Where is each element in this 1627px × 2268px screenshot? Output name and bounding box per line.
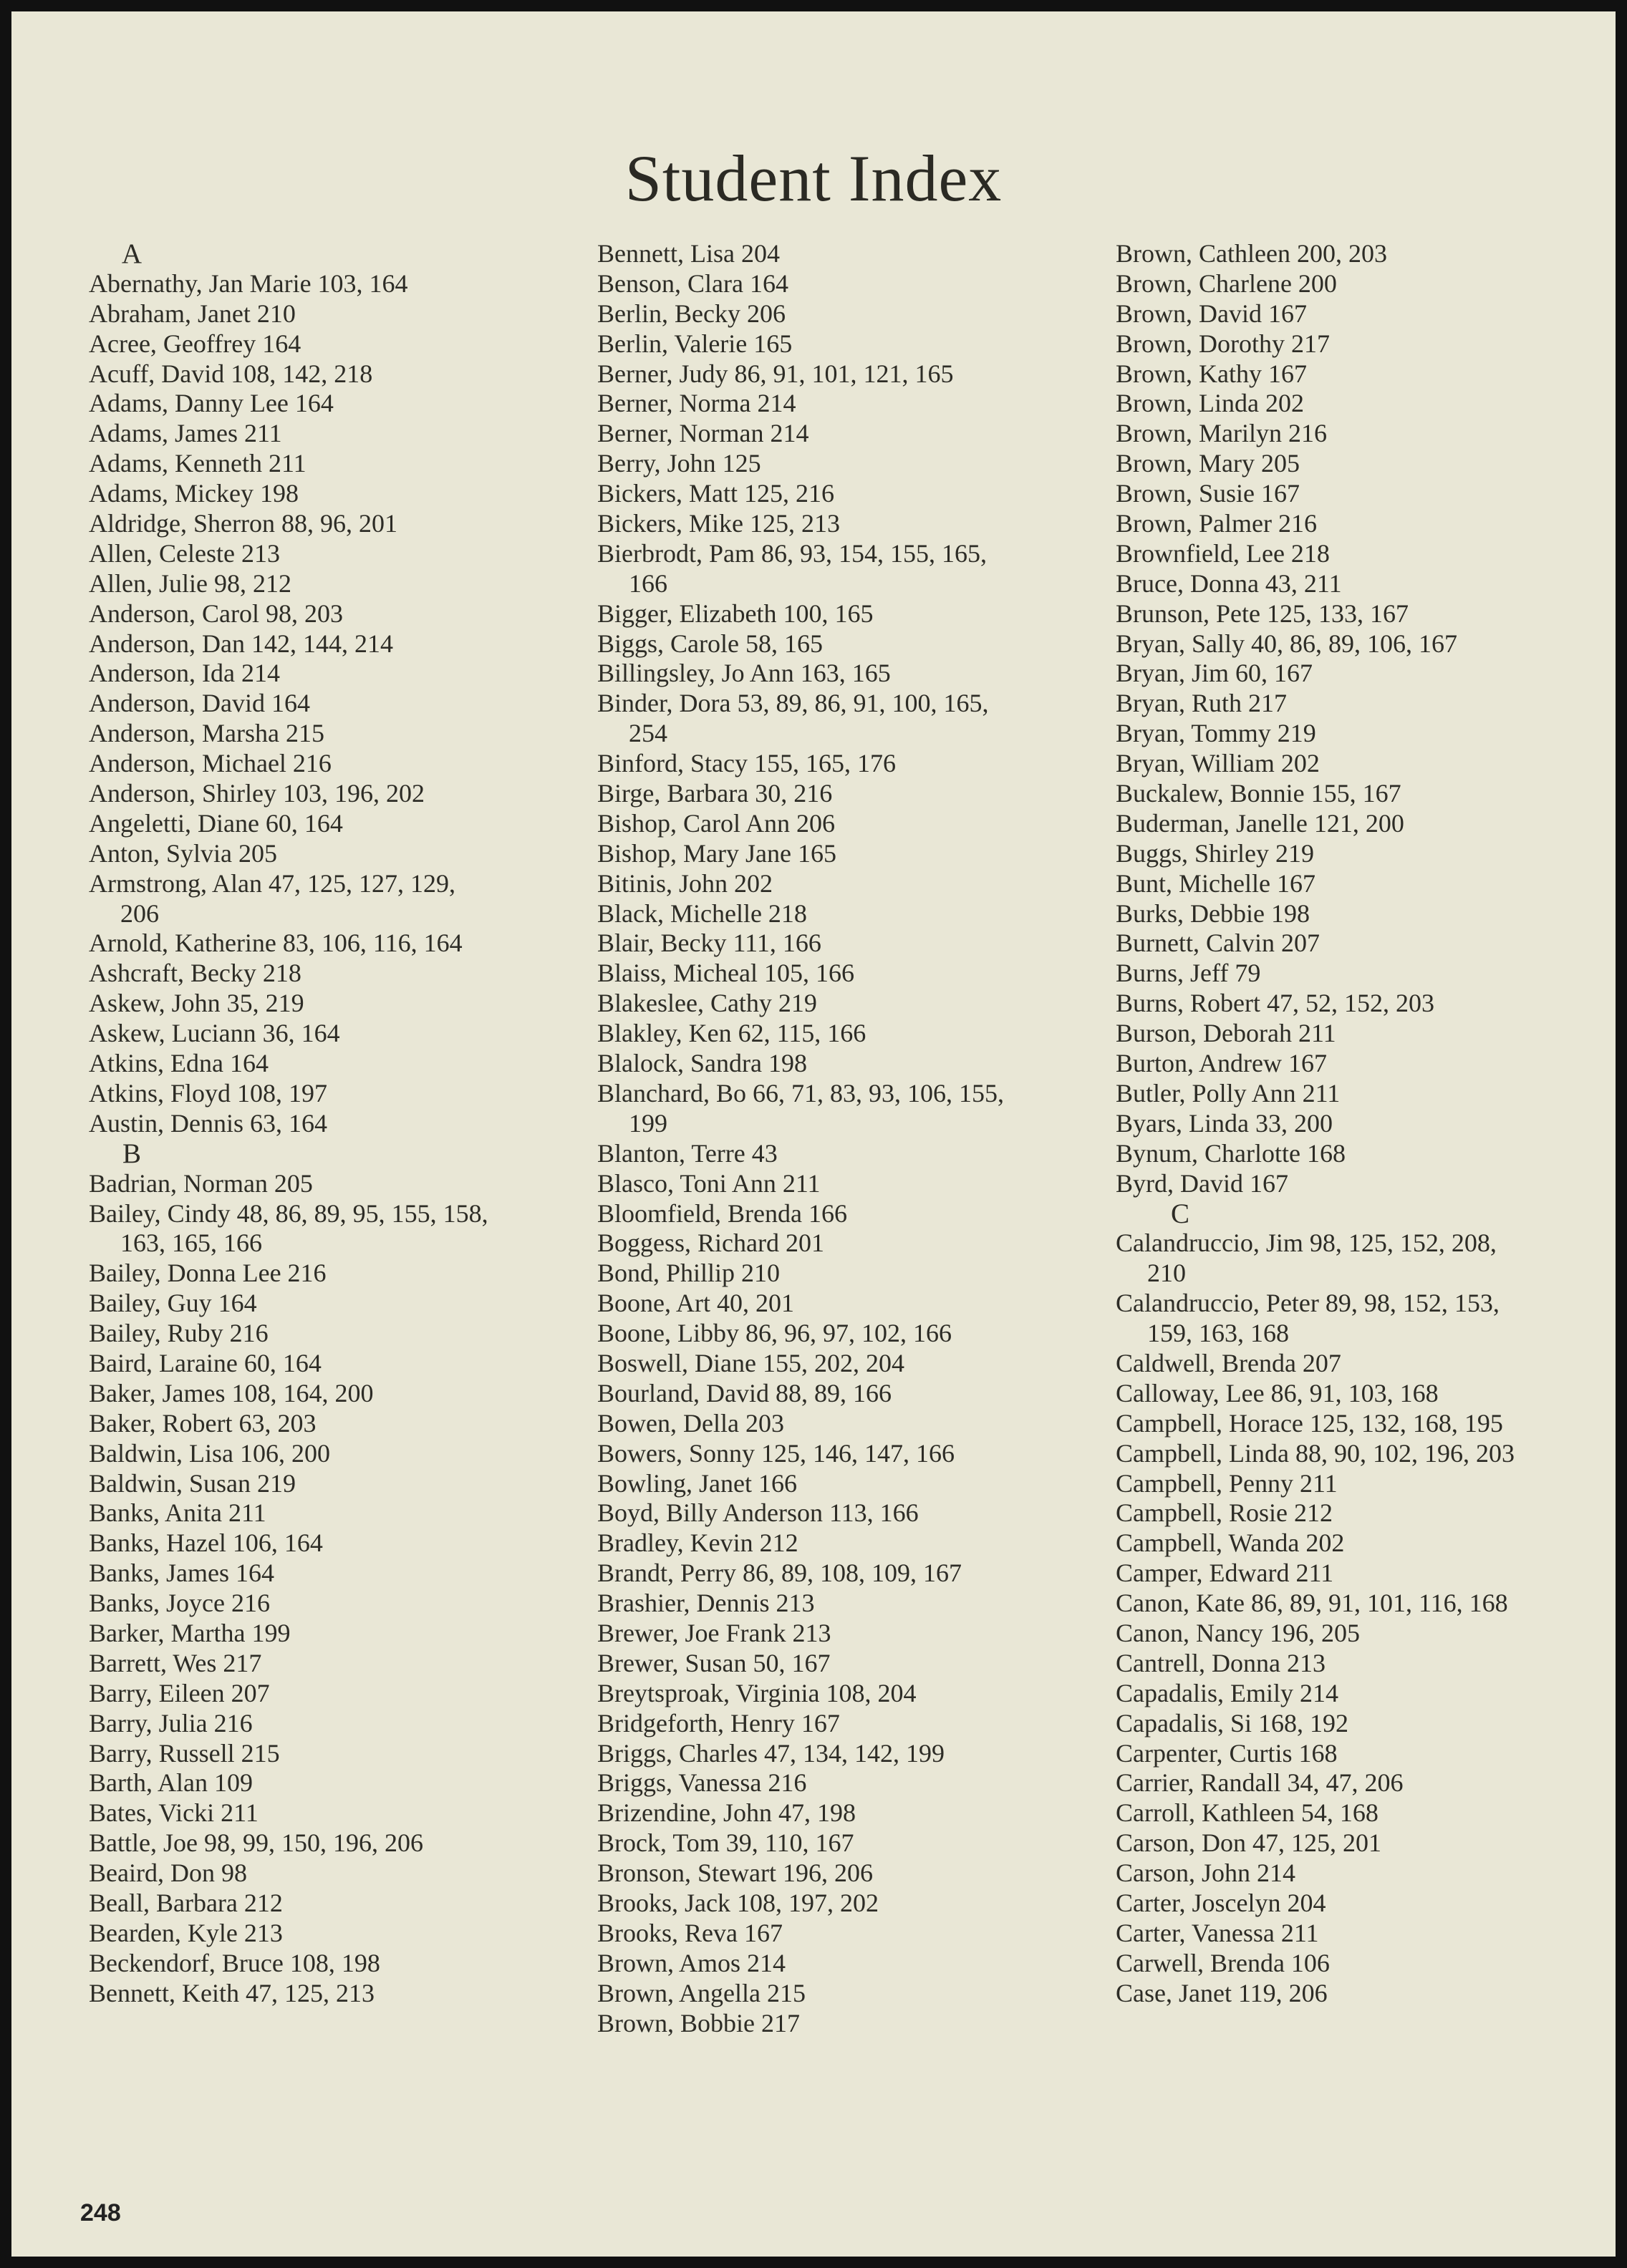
index-entry: Bickers, Mike 125, 213 [597,509,840,538]
index-entry: Brewer, Susan 50, 167 [597,1648,831,1677]
index-entry: Buggs, Shirley 219 [1116,838,1315,868]
index-entry: Barry, Russell 215 [89,1738,280,1768]
index-entry: Barrett, Wes 217 [89,1648,262,1677]
index-entry: Berner, Norma 214 [597,389,796,418]
index-entry: Blalock, Sandra 198 [597,1049,807,1078]
index-entry: Anderson, Carol 98, 203 [89,598,343,628]
index-entry-continuation: 163, 165, 166 [120,1228,262,1258]
index-entry: Anderson, Shirley 103, 196, 202 [89,779,425,808]
index-entry-continuation: 206 [120,898,159,928]
index-entry: Camper, Edward 211 [1116,1559,1334,1588]
index-entry: Brown, Angella 215 [597,1978,806,2007]
index-entry: Adams, Danny Lee 164 [89,389,334,418]
index-entry: Anderson, Dan 142, 144, 214 [89,629,393,658]
index-entry: Campbell, Linda 88, 90, 102, 196, 203 [1116,1438,1515,1468]
index-entry: Billingsley, Jo Ann 163, 165 [597,659,891,688]
index-entry: Capadalis, Emily 214 [1116,1678,1338,1707]
index-entry: Brunson, Pete 125, 133, 167 [1116,598,1409,628]
index-entry: Bryan, William 202 [1116,749,1320,778]
index-entry: Abernathy, Jan Marie 103, 164 [89,268,408,298]
index-entry: Carson, John 214 [1116,1858,1295,1888]
index-entry: Biggs, Carole 58, 165 [597,629,823,658]
index-entry: Bailey, Donna Lee 216 [89,1259,327,1288]
index-entry: Case, Janet 119, 206 [1116,1978,1328,2007]
index-entry: Atkins, Edna 164 [89,1049,269,1078]
index-entry: Campbell, Horace 125, 132, 168, 195 [1116,1408,1503,1438]
index-entry: Brashier, Dennis 213 [597,1589,815,1618]
index-entry: Bigger, Elizabeth 100, 165 [597,598,874,628]
index-entry: Brooks, Reva 167 [597,1918,783,1947]
index-entry: Bunt, Michelle 167 [1116,868,1315,898]
index-entry: Bridgeforth, Henry 167 [597,1708,840,1738]
index-entry: Butler, Polly Ann 211 [1116,1078,1341,1108]
index-entry: Briggs, Vanessa 216 [597,1768,807,1798]
index-entry: Burson, Deborah 211 [1116,1019,1336,1048]
index-entry: Brown, David 167 [1116,299,1307,328]
index-entry: Adams, James 211 [89,419,282,448]
index-entry: Bailey, Ruby 216 [89,1319,269,1348]
index-entry: Brown, Dorothy 217 [1116,329,1330,358]
index-entry: Brown, Kathy 167 [1116,359,1307,388]
index-entry: Brownfield, Lee 218 [1116,538,1330,568]
index-entry: Allen, Celeste 213 [89,538,280,568]
index-entry: Allen, Julie 98, 212 [89,568,291,598]
index-entry: Banks, Hazel 106, 164 [89,1528,323,1558]
page-title: Student Index [624,142,1003,215]
index-entry: Bradley, Kevin 212 [597,1528,798,1558]
index-entry: Brown, Linda 202 [1116,389,1304,418]
index-entry: Acree, Geoffrey 164 [89,329,301,358]
index-column-1 [89,239,590,2009]
index-entry: Brown, Marilyn 216 [1116,419,1327,448]
index-entry: Aldridge, Sherron 88, 96, 201 [89,509,397,538]
index-entry: Beall, Barbara 212 [89,1888,283,1917]
index-entry: Carson, Don 47, 125, 201 [1116,1828,1381,1858]
index-entry: Baldwin, Susan 219 [89,1468,296,1498]
index-entry: Bickers, Matt 125, 216 [597,479,834,508]
index-entry: Acuff, David 108, 142, 218 [89,359,373,388]
index-entry: Blanchard, Bo 66, 71, 83, 93, 106, 155, [597,1078,1004,1108]
index-entry: Anderson, Ida 214 [89,659,280,688]
index-entry: Brown, Amos 214 [597,1948,786,1977]
index-entry: Arnold, Katherine 83, 106, 116, 164 [89,929,463,958]
index-entry: Askew, Luciann 36, 164 [89,1019,340,1048]
index-entry: Calandruccio, Peter 89, 98, 152, 153, [1116,1289,1500,1318]
index-entry: Blair, Becky 111, 166 [597,929,821,958]
index-entry: Bierbrodt, Pam 86, 93, 154, 155, 165, [597,538,987,568]
index-entry: Carwell, Brenda 106 [1116,1948,1330,1977]
index-entry: Bailey, Guy 164 [89,1289,257,1318]
index-entry: Cantrell, Donna 213 [1116,1648,1326,1677]
section-letter-heading: B [122,1138,141,1169]
index-entry: Banks, Joyce 216 [89,1589,270,1618]
index-entry: Anderson, Michael 216 [89,749,332,778]
index-column-2 [597,239,1113,2038]
index-entry-continuation: 199 [629,1108,667,1138]
index-entry: Binder, Dora 53, 89, 86, 91, 100, 165, [597,689,989,718]
index-entry: Burnett, Calvin 207 [1116,929,1320,958]
index-entry: Banks, Anita 211 [89,1498,266,1528]
index-entry: Bennett, Lisa 204 [597,239,780,268]
index-page [11,11,1616,2257]
section-letter-heading: C [1170,1198,1189,1229]
index-entry: Brewer, Joe Frank 213 [597,1618,831,1647]
index-entry: Baker, James 108, 164, 200 [89,1378,374,1407]
index-entry: Carter, Vanessa 211 [1116,1918,1319,1947]
index-entry-continuation: 254 [629,719,667,748]
index-entry: Buderman, Janelle 121, 200 [1116,808,1404,838]
index-entry: Angeletti, Diane 60, 164 [89,808,343,838]
index-entry: Baker, Robert 63, 203 [89,1408,317,1438]
index-entry: Campbell, Penny 211 [1116,1468,1338,1498]
index-entry: Beckendorf, Bruce 108, 198 [89,1948,380,1977]
index-entry: Bishop, Carol Ann 206 [597,808,836,838]
index-entry: Battle, Joe 98, 99, 150, 196, 206 [89,1828,423,1858]
index-entry: Barry, Julia 216 [89,1708,253,1738]
index-entry: Askew, John 35, 219 [89,989,304,1018]
index-entry: Calloway, Lee 86, 91, 103, 168 [1116,1378,1439,1407]
index-entry: Black, Michelle 218 [597,898,807,928]
index-entry: Benson, Clara 164 [597,268,788,298]
index-entry: Bearden, Kyle 213 [89,1918,283,1947]
index-entry: Badrian, Norman 205 [89,1168,313,1198]
index-entry: Byrd, David 167 [1116,1168,1288,1198]
index-entry: Brown, Bobbie 217 [597,2008,800,2037]
index-entry: Bennett, Keith 47, 125, 213 [89,1978,375,2007]
index-entry: Austin, Dennis 63, 164 [89,1108,327,1138]
index-entry: Anderson, Marsha 215 [89,719,324,748]
index-entry: Brizendine, John 47, 198 [597,1798,856,1828]
index-entry: Bowen, Della 203 [597,1408,784,1438]
index-entry: Bryan, Tommy 219 [1116,719,1316,748]
index-entry: Bruce, Donna 43, 211 [1116,568,1342,598]
index-entry: Calandruccio, Jim 98, 125, 152, 208, [1116,1228,1497,1258]
index-entry: Bowling, Janet 166 [597,1468,797,1498]
index-entry: Berner, Judy 86, 91, 101, 121, 165 [597,359,954,388]
index-entry: Carrier, Randall 34, 47, 206 [1116,1768,1404,1798]
index-entry: Bishop, Mary Jane 165 [597,838,836,868]
index-entry: Buckalew, Bonnie 155, 167 [1116,779,1401,808]
index-entry: Boggess, Richard 201 [597,1228,824,1258]
index-entry: Bloomfield, Brenda 166 [597,1198,847,1228]
index-entry: Baird, Laraine 60, 164 [89,1348,322,1377]
index-entry: Anton, Sylvia 205 [89,838,278,868]
index-entry: Briggs, Charles 47, 134, 142, 199 [597,1738,945,1768]
index-entry: Carpenter, Curtis 168 [1116,1738,1338,1768]
index-entry-continuation: 166 [629,568,667,598]
index-entry: Blaiss, Micheal 105, 166 [597,959,854,988]
index-entry: Barker, Martha 199 [89,1618,291,1647]
index-entry: Canon, Kate 86, 89, 91, 101, 116, 168 [1116,1589,1508,1618]
index-entry: Carter, Joscelyn 204 [1116,1888,1326,1917]
index-entry: Atkins, Floyd 108, 197 [89,1078,328,1108]
index-entry: Berlin, Valerie 165 [597,329,793,358]
index-entry: Birge, Barbara 30, 216 [597,779,833,808]
index-entry: Abraham, Janet 210 [89,299,296,328]
index-entry: Canon, Nancy 196, 205 [1116,1618,1360,1647]
index-entry: Burton, Andrew 167 [1116,1049,1327,1078]
index-entry: Barry, Eileen 207 [89,1678,270,1707]
index-entry: Bryan, Sally 40, 86, 89, 106, 167 [1116,629,1457,658]
index-entry: Banks, James 164 [89,1559,274,1588]
index-entry: Brown, Cathleen 200, 203 [1116,239,1387,268]
index-entry: Burks, Debbie 198 [1116,898,1310,928]
index-entry: Brown, Mary 205 [1116,449,1300,478]
index-entry: Brown, Charlene 200 [1116,268,1337,298]
index-entry: Boswell, Diane 155, 202, 204 [597,1348,904,1377]
index-entry: Berner, Norman 214 [597,419,809,448]
index-entry: Ashcraft, Becky 218 [89,959,301,988]
index-entry: Bourland, David 88, 89, 166 [597,1378,892,1407]
index-entry: Berry, John 125 [597,449,761,478]
index-entry-continuation: 210 [1147,1259,1186,1288]
index-entry: Anderson, David 164 [89,689,310,718]
index-entry: Bitinis, John 202 [597,868,773,898]
index-entry: Campbell, Wanda 202 [1116,1528,1345,1558]
index-entry: Armstrong, Alan 47, 125, 127, 129, [89,868,455,898]
index-entry: Brooks, Jack 108, 197, 202 [597,1888,879,1917]
index-entry: Caldwell, Brenda 207 [1116,1348,1341,1377]
index-entry: Burns, Jeff 79 [1116,959,1261,988]
index-entry: Binford, Stacy 155, 165, 176 [597,749,896,778]
index-column-3 [1116,239,1610,2009]
index-entry: Breytsproak, Virginia 108, 204 [597,1678,917,1707]
index-entry: Bowers, Sonny 125, 146, 147, 166 [597,1438,955,1468]
index-entry: Adams, Mickey 198 [89,479,299,508]
index-entry: Bates, Vicki 211 [89,1798,259,1828]
index-entry: Boone, Libby 86, 96, 97, 102, 166 [597,1319,952,1348]
index-entry: Campbell, Rosie 212 [1116,1498,1333,1528]
index-entry: Brown, Palmer 216 [1116,509,1317,538]
section-letter-heading: A [121,238,143,269]
index-entry: Brock, Tom 39, 110, 167 [597,1828,854,1858]
index-entry: Blasco, Toni Ann 211 [597,1168,821,1198]
index-entry: Blanton, Terre 43 [597,1138,778,1168]
index-entry: Burns, Robert 47, 52, 152, 203 [1116,989,1434,1018]
index-entry: Adams, Kenneth 211 [89,449,306,478]
index-entry: Bryan, Jim 60, 167 [1116,659,1313,688]
index-entry: Berlin, Becky 206 [597,299,786,328]
index-entry: Bond, Phillip 210 [597,1259,781,1288]
index-entry: Baldwin, Lisa 106, 200 [89,1438,330,1468]
index-entry: Boone, Art 40, 201 [597,1289,794,1318]
index-entry: Capadalis, Si 168, 192 [1116,1708,1348,1738]
index-entry: Bynum, Charlotte 168 [1116,1138,1346,1168]
index-entry: Brandt, Perry 86, 89, 108, 109, 167 [597,1559,962,1588]
index-entry: Boyd, Billy Anderson 113, 166 [597,1498,919,1528]
index-entry: Bailey, Cindy 48, 86, 89, 95, 155, 158, [89,1198,488,1228]
index-entry: Barth, Alan 109 [89,1768,253,1798]
index-entry: Byars, Linda 33, 200 [1116,1108,1333,1138]
index-entry: Bryan, Ruth 217 [1116,689,1287,718]
index-entry: Blakeslee, Cathy 219 [597,989,817,1018]
page-number: 248 [80,2199,121,2226]
index-entry: Blakley, Ken 62, 115, 166 [597,1019,866,1048]
index-entry: Carroll, Kathleen 54, 168 [1116,1798,1379,1828]
index-entry: Brown, Susie 167 [1116,479,1300,508]
index-entry-continuation: 159, 163, 168 [1147,1319,1289,1348]
index-entry: Bronson, Stewart 196, 206 [597,1858,873,1888]
index-entry: Beaird, Don 98 [89,1858,247,1888]
